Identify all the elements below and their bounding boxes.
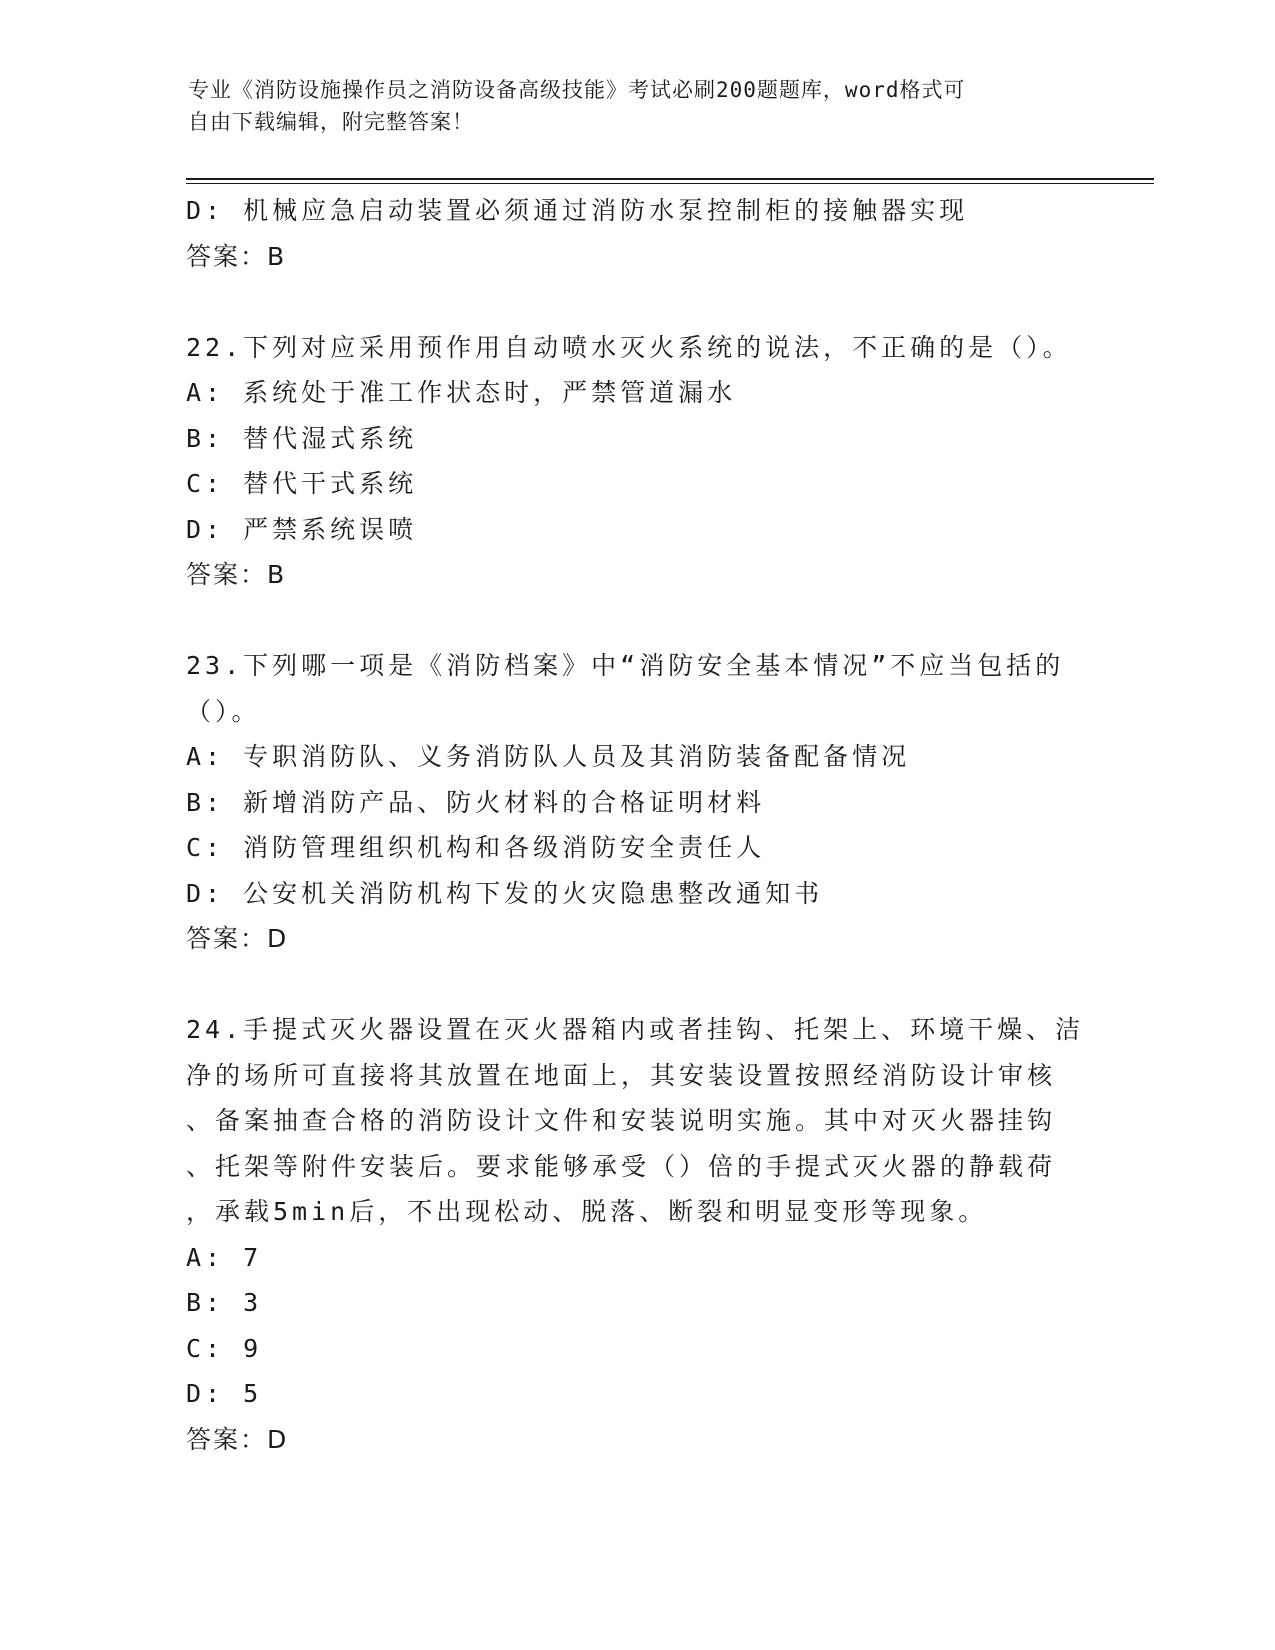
q23-option-b: B: 新增消防产品、防火材料的合格证明材料 xyxy=(186,787,766,817)
q22-answer: 答案：B xyxy=(186,560,287,589)
q22-stem: 22.下列对应采用预作用自动喷水灭火系统的说法，不正确的是（）。 xyxy=(186,332,1072,362)
q23-stem-line-1: 23.下列哪一项是《消防档案》中“消防安全基本情况”不应当包括的 xyxy=(186,651,1065,680)
q23-option-c: C: 消防管理组织机构和各级消防安全责任人 xyxy=(186,833,766,862)
q23-stem-line-2: （）。 xyxy=(186,696,261,726)
header-divider-thin xyxy=(186,183,1154,184)
q22-option-d: D: 严禁系统误喷 xyxy=(186,514,418,544)
header-line-1: 专业《消防设施操作员之消防设备高级技能》考试必刷200题题库，word格式可 xyxy=(188,78,966,102)
q23-answer: 答案：D xyxy=(186,924,289,953)
header-divider-thick xyxy=(186,178,1154,180)
q24-option-d: D: 5 xyxy=(186,1379,263,1408)
q21-option-d: D: 机械应急启动装置必须通过消防水泵控制柜的接触器实现 xyxy=(186,196,969,225)
q24-stem-line-4: 、托架等附件安装后。要求能够承受（）倍的手提式灭火器的静载荷 xyxy=(186,1151,1057,1181)
spacer xyxy=(186,962,1086,1008)
question-content xyxy=(186,188,1086,1462)
q21-answer: 答案：B xyxy=(186,241,287,271)
spacer xyxy=(186,279,1086,325)
q23-option-a: A: 专职消防队、义务消防队人员及其消防装备配备情况 xyxy=(186,742,911,771)
q22-option-c: C: 替代干式系统 xyxy=(186,469,418,498)
q23-option-d: D: 公安机关消防机构下发的火灾隐患整改通知书 xyxy=(186,878,824,908)
q24-option-a: A: 7 xyxy=(186,1242,263,1272)
document-header xyxy=(188,74,1068,138)
q24-stem-line-3: 、备案抽查合格的消防设计文件和安装说明实施。其中对灭火器挂钩 xyxy=(186,1106,1057,1135)
q24-answer: 答案：D xyxy=(186,1424,289,1454)
spacer xyxy=(186,598,1086,644)
q24-stem-line-2: 净的场所可直接将其放置在地面上，其安装设置按照经消防设计审核 xyxy=(186,1060,1057,1090)
q24-stem-line-5: ，承载5min后，不出现松动、脱落、断裂和明显变形等现象。 xyxy=(186,1197,988,1226)
q22-option-a: A: 系统处于准工作状态时，严禁管道漏水 xyxy=(186,378,737,407)
q22-option-b: B: 替代湿式系统 xyxy=(186,423,418,453)
q24-option-b: B: 3 xyxy=(186,1288,263,1317)
q24-option-c: C: 9 xyxy=(186,1333,263,1363)
header-line-2: 自由下载编辑，附完整答案！ xyxy=(188,110,474,134)
q24-stem-line-1: 24.手提式灭火器设置在灭火器箱内或者挂钩、托架上、环境干燥、洁 xyxy=(186,1015,1085,1044)
